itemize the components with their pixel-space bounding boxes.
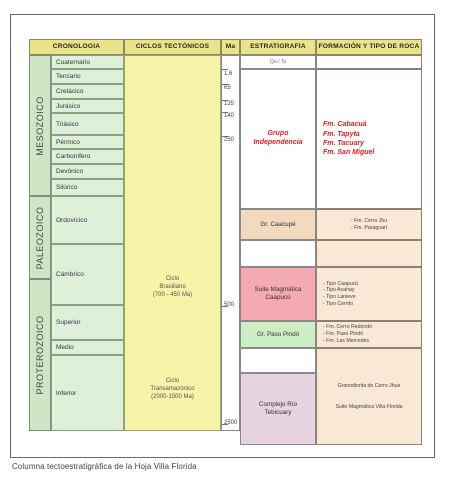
estr-line: Caapucú — [265, 294, 291, 301]
period-cell: Jurásico — [51, 99, 124, 113]
form-line: Fm. Tapyta — [323, 130, 360, 138]
ciclo-line: Ciclo — [165, 276, 180, 282]
form-line: - Tipo Lanieve — [323, 294, 356, 300]
figure-caption: Columna tectoestratigráfica de la Hoja Villa Florida — [12, 462, 197, 471]
era-label: PALEOZOICO — [35, 206, 45, 269]
ma-value: 65 — [224, 85, 231, 91]
form-complejo — [316, 348, 422, 445]
period-cell: Inferior — [51, 355, 124, 431]
ma-value: 135 — [224, 101, 235, 107]
estr-paso-pindo: Gr. Paso Pindó — [240, 321, 316, 348]
ciclo-line: Ciclo — [165, 378, 180, 384]
ma-tick — [222, 69, 228, 70]
header-ma: Ma — [221, 39, 240, 55]
ciclo-transamazonico — [125, 378, 220, 401]
ciclo-line: Transamazónico — [150, 385, 195, 392]
ciclo-brasiliano — [125, 276, 220, 299]
form-line: Granodiorita de Cerro Jhue — [337, 382, 401, 389]
period-cell: Silúrico — [51, 179, 124, 196]
period-cell: Cuaternario — [51, 55, 124, 69]
form-independencia — [316, 69, 422, 209]
estr-caacupe: Gr. Caacupé — [240, 209, 316, 240]
ciclo-line: (700 - 450 Ma) — [152, 291, 193, 298]
estr-line: Grupo — [267, 130, 289, 138]
period-cell: Cámbrico — [51, 244, 124, 305]
era-label: PROTEROZOICO — [35, 315, 45, 395]
estr-gap — [240, 240, 316, 267]
period-cell: Medio — [51, 340, 124, 355]
estr-suite-caapucu — [240, 267, 316, 321]
form-gap — [316, 240, 422, 267]
form-top — [316, 55, 422, 69]
form-line: Fm. San Miguel — [323, 149, 375, 157]
period-cell: Terciario — [51, 69, 124, 84]
header-estratigrafia: ESTRATIGRAFIA — [240, 39, 316, 55]
period-cell: Superior — [51, 305, 124, 340]
form-line: - Tipo Cerrito — [323, 300, 353, 307]
form-line: Fm. Cabacuá — [323, 121, 367, 129]
header-formacion: FORMACIÓN Y TIPO DE ROCA — [316, 39, 422, 55]
form-caacupe — [316, 209, 422, 240]
estr-complejo — [240, 373, 316, 445]
form-caapucu — [316, 267, 422, 321]
ma-value: 140 — [224, 113, 235, 119]
ma-value: 1.6 — [224, 71, 233, 77]
period-cell: Ordovícico — [51, 196, 124, 244]
estr-line: Suite Magmática — [254, 286, 302, 294]
estr-gap — [240, 348, 316, 373]
era-mesozoico — [29, 55, 51, 196]
period-cell: Pérmico — [51, 135, 124, 149]
ciclos-column — [124, 55, 221, 431]
period-cell: Triásico — [51, 113, 124, 135]
form-line: - Fm. Paraguarí — [350, 224, 388, 231]
era-label: MESOZOICO — [35, 95, 45, 156]
period-cell: Devónico — [51, 164, 124, 179]
estr-line: Complejo Río — [258, 401, 298, 409]
ma-value: 2500 — [224, 420, 238, 426]
form-line: - Fm. Las Mercedes — [323, 337, 370, 344]
form-line: Suite Magmática Villa Florida — [335, 403, 403, 410]
estr-line: Independencia — [253, 139, 303, 146]
form-line: - Fm. Cerro Redondo — [323, 324, 373, 331]
ciclo-line: Brasiliano — [159, 283, 186, 290]
form-line: - Fm. Cerro Jhu — [350, 217, 388, 224]
period-cell: Carbonífero — [51, 149, 124, 164]
ma-column — [221, 55, 240, 431]
era-proterozoico — [29, 279, 51, 431]
form-paso-pindo — [316, 321, 422, 348]
header-ciclos: CICLOS TECTÓNICOS — [124, 39, 221, 55]
stratigraphic-table — [10, 14, 435, 458]
estr-grupo-independencia — [240, 69, 316, 209]
form-line: - Fm. Paso Pindó — [323, 331, 364, 338]
form-line: - Tipo Acahay — [323, 287, 355, 294]
form-line: Fm. Tacuary — [323, 140, 364, 147]
estr-top: Qa / Ta — [240, 55, 316, 69]
ciclo-line: (2000-1500 Ma) — [151, 393, 194, 400]
era-paleozoico — [29, 196, 51, 279]
ma-value: 500 — [224, 302, 235, 308]
header-cronologia: CRONOLOGIA — [29, 39, 124, 55]
period-cell: Cretácico — [51, 84, 124, 99]
ma-value: 250 — [224, 137, 235, 143]
estr-line: Tebicuary — [264, 409, 292, 416]
form-line: - Tipo Caapucú — [323, 280, 359, 287]
